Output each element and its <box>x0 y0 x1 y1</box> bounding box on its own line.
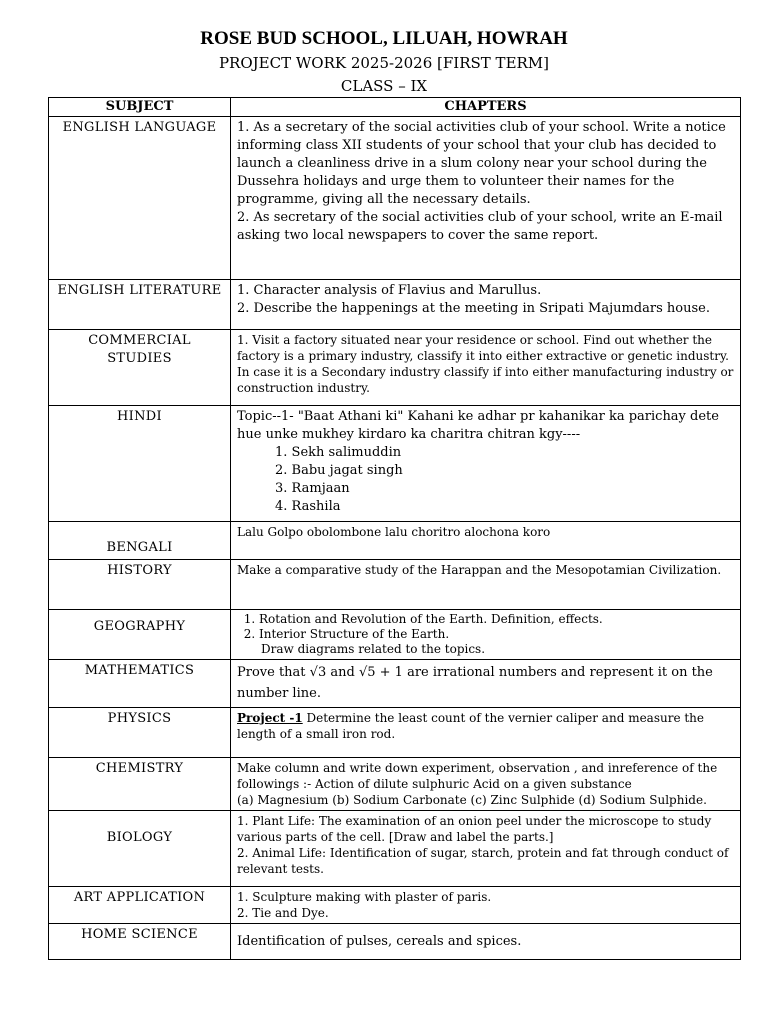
chapter-text: 1. As a secretary of the social activities club of your school. Write a notice informing class XII students of your school that your club has decided to launch a cleanliness drive in a slum colony near your school during the Dussehra holidays and urge them to volunteer their names for the programme, giving all the necessary details. <box>237 120 726 207</box>
chapters-cell <box>231 610 741 660</box>
chapter-text: Draw diagrams related to the topics. <box>261 642 486 656</box>
table-row <box>49 758 741 811</box>
subject-cell: GEOGRAPHY <box>49 610 231 660</box>
chapter-text: 1. Visit a factory situated near your residence or school. Find out whether the factory is a primary industry, classify it into either extractive or genetic industry. In case it is a Secondary industry classify if into either manufacturing industry or construction industry. <box>237 333 734 395</box>
chapter-text: 2. Describe the happenings at the meeting in Sripati Majumdars house. <box>237 301 710 316</box>
chapters-column-header: CHAPTERS <box>231 98 741 117</box>
subject-cell: HISTORY <box>49 560 231 610</box>
subject-cell: BENGALI <box>49 522 231 560</box>
chapter-text: 1. Plant Life: The examination of an onion peel under the microscope to study various parts of the cell. [Draw and label the parts.] <box>237 814 712 844</box>
school-title: ROSE BUD SCHOOL, LILUAH, HOWRAH <box>200 28 568 49</box>
chapter-text: Determine the least count of the vernier caliper and measure the length of a small iron rod. <box>237 711 705 741</box>
chapter-text: 2. Animal Life: Identification of sugar, starch, protein and fat through conduct of relevant tests. <box>237 846 729 876</box>
subject-cell: BIOLOGY <box>49 811 231 887</box>
subject-cell: HINDI <box>49 406 231 522</box>
chapter-text: 2. Tie and Dye. <box>237 906 329 920</box>
chapter-text: Make column and write down experiment, observation , and inreference of the followings :- Action of dilute sulphuric Acid on a given substance <box>237 761 718 791</box>
chapters-cell <box>231 887 741 924</box>
project-table <box>48 97 741 960</box>
character-list <box>237 444 734 516</box>
table-row <box>49 560 741 610</box>
subject-column-header: SUBJECT <box>49 98 231 117</box>
class-label: CLASS – IX <box>340 77 428 95</box>
table-row <box>49 708 741 758</box>
project-title: PROJECT WORK 2025-2026 [FIRST TERM] <box>218 54 550 72</box>
chapters-cell <box>231 117 741 280</box>
chapters-cell <box>231 280 741 330</box>
table-row <box>49 117 741 280</box>
table-row <box>49 610 741 660</box>
list-item: 2. Interior Structure of the Earth. <box>259 627 734 642</box>
chapters-cell <box>231 708 741 758</box>
sqrt-three: √3 <box>309 665 327 680</box>
chapter-text: (a) Magnesium (b) Sodium Carbonate (c) Zinc Sulphide (d) Sodium Sulphide. <box>237 793 707 807</box>
chapters-cell <box>231 811 741 887</box>
table-row <box>49 811 741 887</box>
subject-cell: ENGLISH LITERATURE <box>49 280 231 330</box>
chapter-text: Topic--1- "Baat Athani ki" Kahani ke adhar pr kahanikar ka parichay dete hue unke mukhey kirdaro ka charitra chitran kgy---- <box>237 409 719 442</box>
list-item: 1. Rotation and Revolution of the Earth. Definition, effects. <box>259 612 734 627</box>
subject-cell: COMMERCIAL STUDIES <box>49 330 231 406</box>
list-item: 1. Sekh salimuddin <box>275 445 402 460</box>
chapters-cell <box>231 406 741 522</box>
table-row <box>49 406 741 522</box>
subject-cell: HOME SCIENCE <box>49 924 231 960</box>
chapters-cell <box>231 924 741 960</box>
table-row <box>49 280 741 330</box>
list-item: 4. Rashila <box>275 499 341 514</box>
chapter-text: + 1 are irrational numbers and represent it on the number line. <box>237 665 713 701</box>
table-row <box>49 330 741 406</box>
subject-cell: ART APPLICATION <box>49 887 231 924</box>
table-header-row <box>49 98 741 117</box>
chapter-text: 1. Sculpture making with plaster of paris. <box>237 890 492 904</box>
geography-list <box>237 612 734 642</box>
subject-cell: PHYSICS <box>49 708 231 758</box>
list-item: 2. Babu jagat singh <box>275 463 403 478</box>
chapter-text: Prove that <box>237 665 310 680</box>
list-item: 3. Ramjaan <box>275 481 350 496</box>
chapter-text: Identification of pulses, cereals and spices. <box>237 933 522 949</box>
subject-cell: ENGLISH LANGUAGE <box>49 117 231 280</box>
chapter-text: 2. As secretary of the social activities club of your school, write an E-mail asking two local newspapers to cover the same report. <box>237 210 723 243</box>
chapter-text: Lalu Golpo obolombone lalu choritro alochona koro <box>237 525 551 539</box>
chapters-cell <box>231 522 741 560</box>
chapters-cell <box>231 330 741 406</box>
project-label: Project -1 <box>237 711 303 725</box>
sqrt-five: √5 <box>358 665 376 680</box>
chapters-cell <box>231 560 741 610</box>
table-row <box>49 887 741 924</box>
table-row <box>49 660 741 708</box>
chapter-text: Make a comparative study of the Harappan and the Mesopotamian Civilization. <box>237 563 722 577</box>
chapter-text: and <box>326 665 359 680</box>
subject-cell: MATHEMATICS <box>49 660 231 708</box>
table-row <box>49 924 741 960</box>
chapters-cell <box>231 758 741 811</box>
chapters-cell <box>231 660 741 708</box>
table-row <box>49 522 741 560</box>
subject-cell: CHEMISTRY <box>49 758 231 811</box>
chapter-text: 1. Character analysis of Flavius and Marullus. <box>237 283 542 298</box>
